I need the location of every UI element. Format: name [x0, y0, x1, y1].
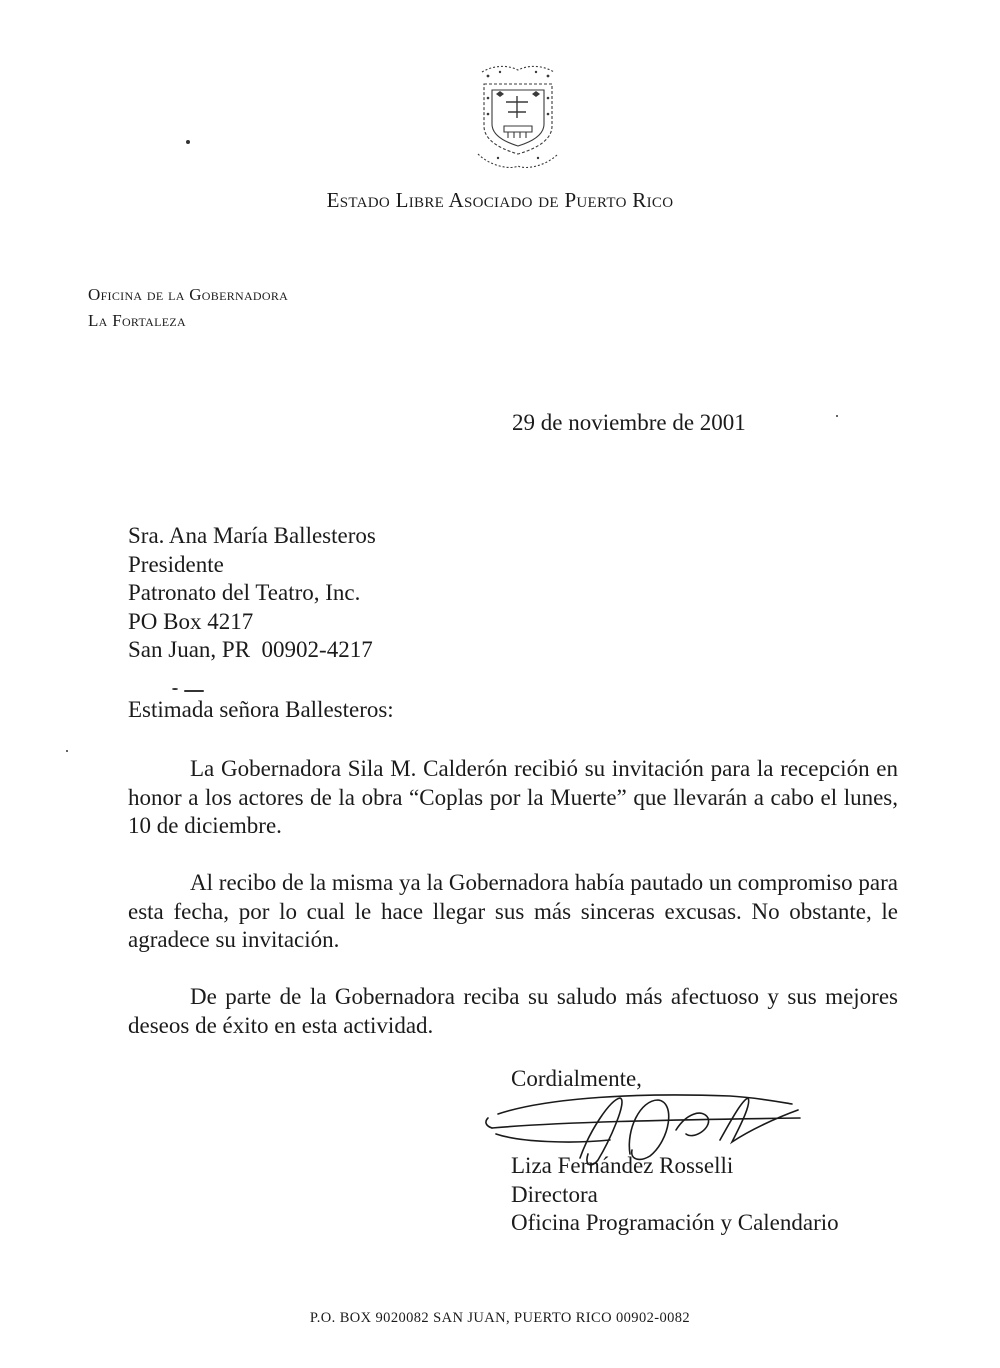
recipient-address-line2: San Juan, PR 00902-4217 — [128, 637, 373, 662]
recipient-name: Sra. Ana María Ballesteros — [128, 523, 376, 548]
coat-of-arms-seal-icon — [470, 62, 566, 172]
scan-speck — [184, 690, 204, 692]
salutation: Estimada señora Ballesteros: — [128, 697, 394, 722]
scan-speck — [836, 415, 838, 417]
footer-address: P.O. BOX 9020082 SAN JUAN, PUERTO RICO 00902-0082 — [309, 1310, 691, 1326]
signer-block — [511, 1152, 839, 1238]
signer-name: Liza Fernández Rosselli — [511, 1153, 734, 1178]
closing: Cordialmente, — [511, 1066, 642, 1091]
recipient-title: Presidente — [128, 551, 224, 577]
scan-speck — [186, 140, 190, 144]
signer-office: Oficina Programación y Calendario — [511, 1210, 839, 1235]
signer-title: Directora — [511, 1181, 598, 1207]
office-location: La Fortaleza — [88, 311, 186, 330]
recipient-organization: Patronato del Teatro, Inc. — [128, 580, 361, 605]
office-heading — [88, 282, 288, 334]
recipient-block — [128, 522, 376, 665]
scan-speck — [172, 688, 178, 690]
body-paragraph: Al recibo de la misma ya la Gobernadora había pautado un compromiso para esta fecha, por lo cual le hace llegar sus más sinceras excusas. No obstante, le agradece su invitación. — [128, 870, 898, 952]
body-paragraph: De parte de la Gobernadora reciba su saludo más afectuoso y sus mejores deseos de éxito en esta actividad. — [128, 984, 898, 1038]
letter-date: 29 de noviembre de 2001 — [512, 410, 746, 435]
body-paragraph: La Gobernadora Sila M. Calderón recibió su invitación para la recepción en honor a los actores de la obra “Coplas por la Muerte” que llevarán a cabo el lunes, 10 de diciembre. — [128, 756, 898, 838]
recipient-address-line1: PO Box 4217 — [128, 608, 254, 634]
state-title: Estado Libre Asociado de Puerto Rico — [326, 188, 674, 212]
office-name: Oficina de la Gobernadora — [88, 285, 289, 304]
scan-speck — [66, 750, 68, 752]
